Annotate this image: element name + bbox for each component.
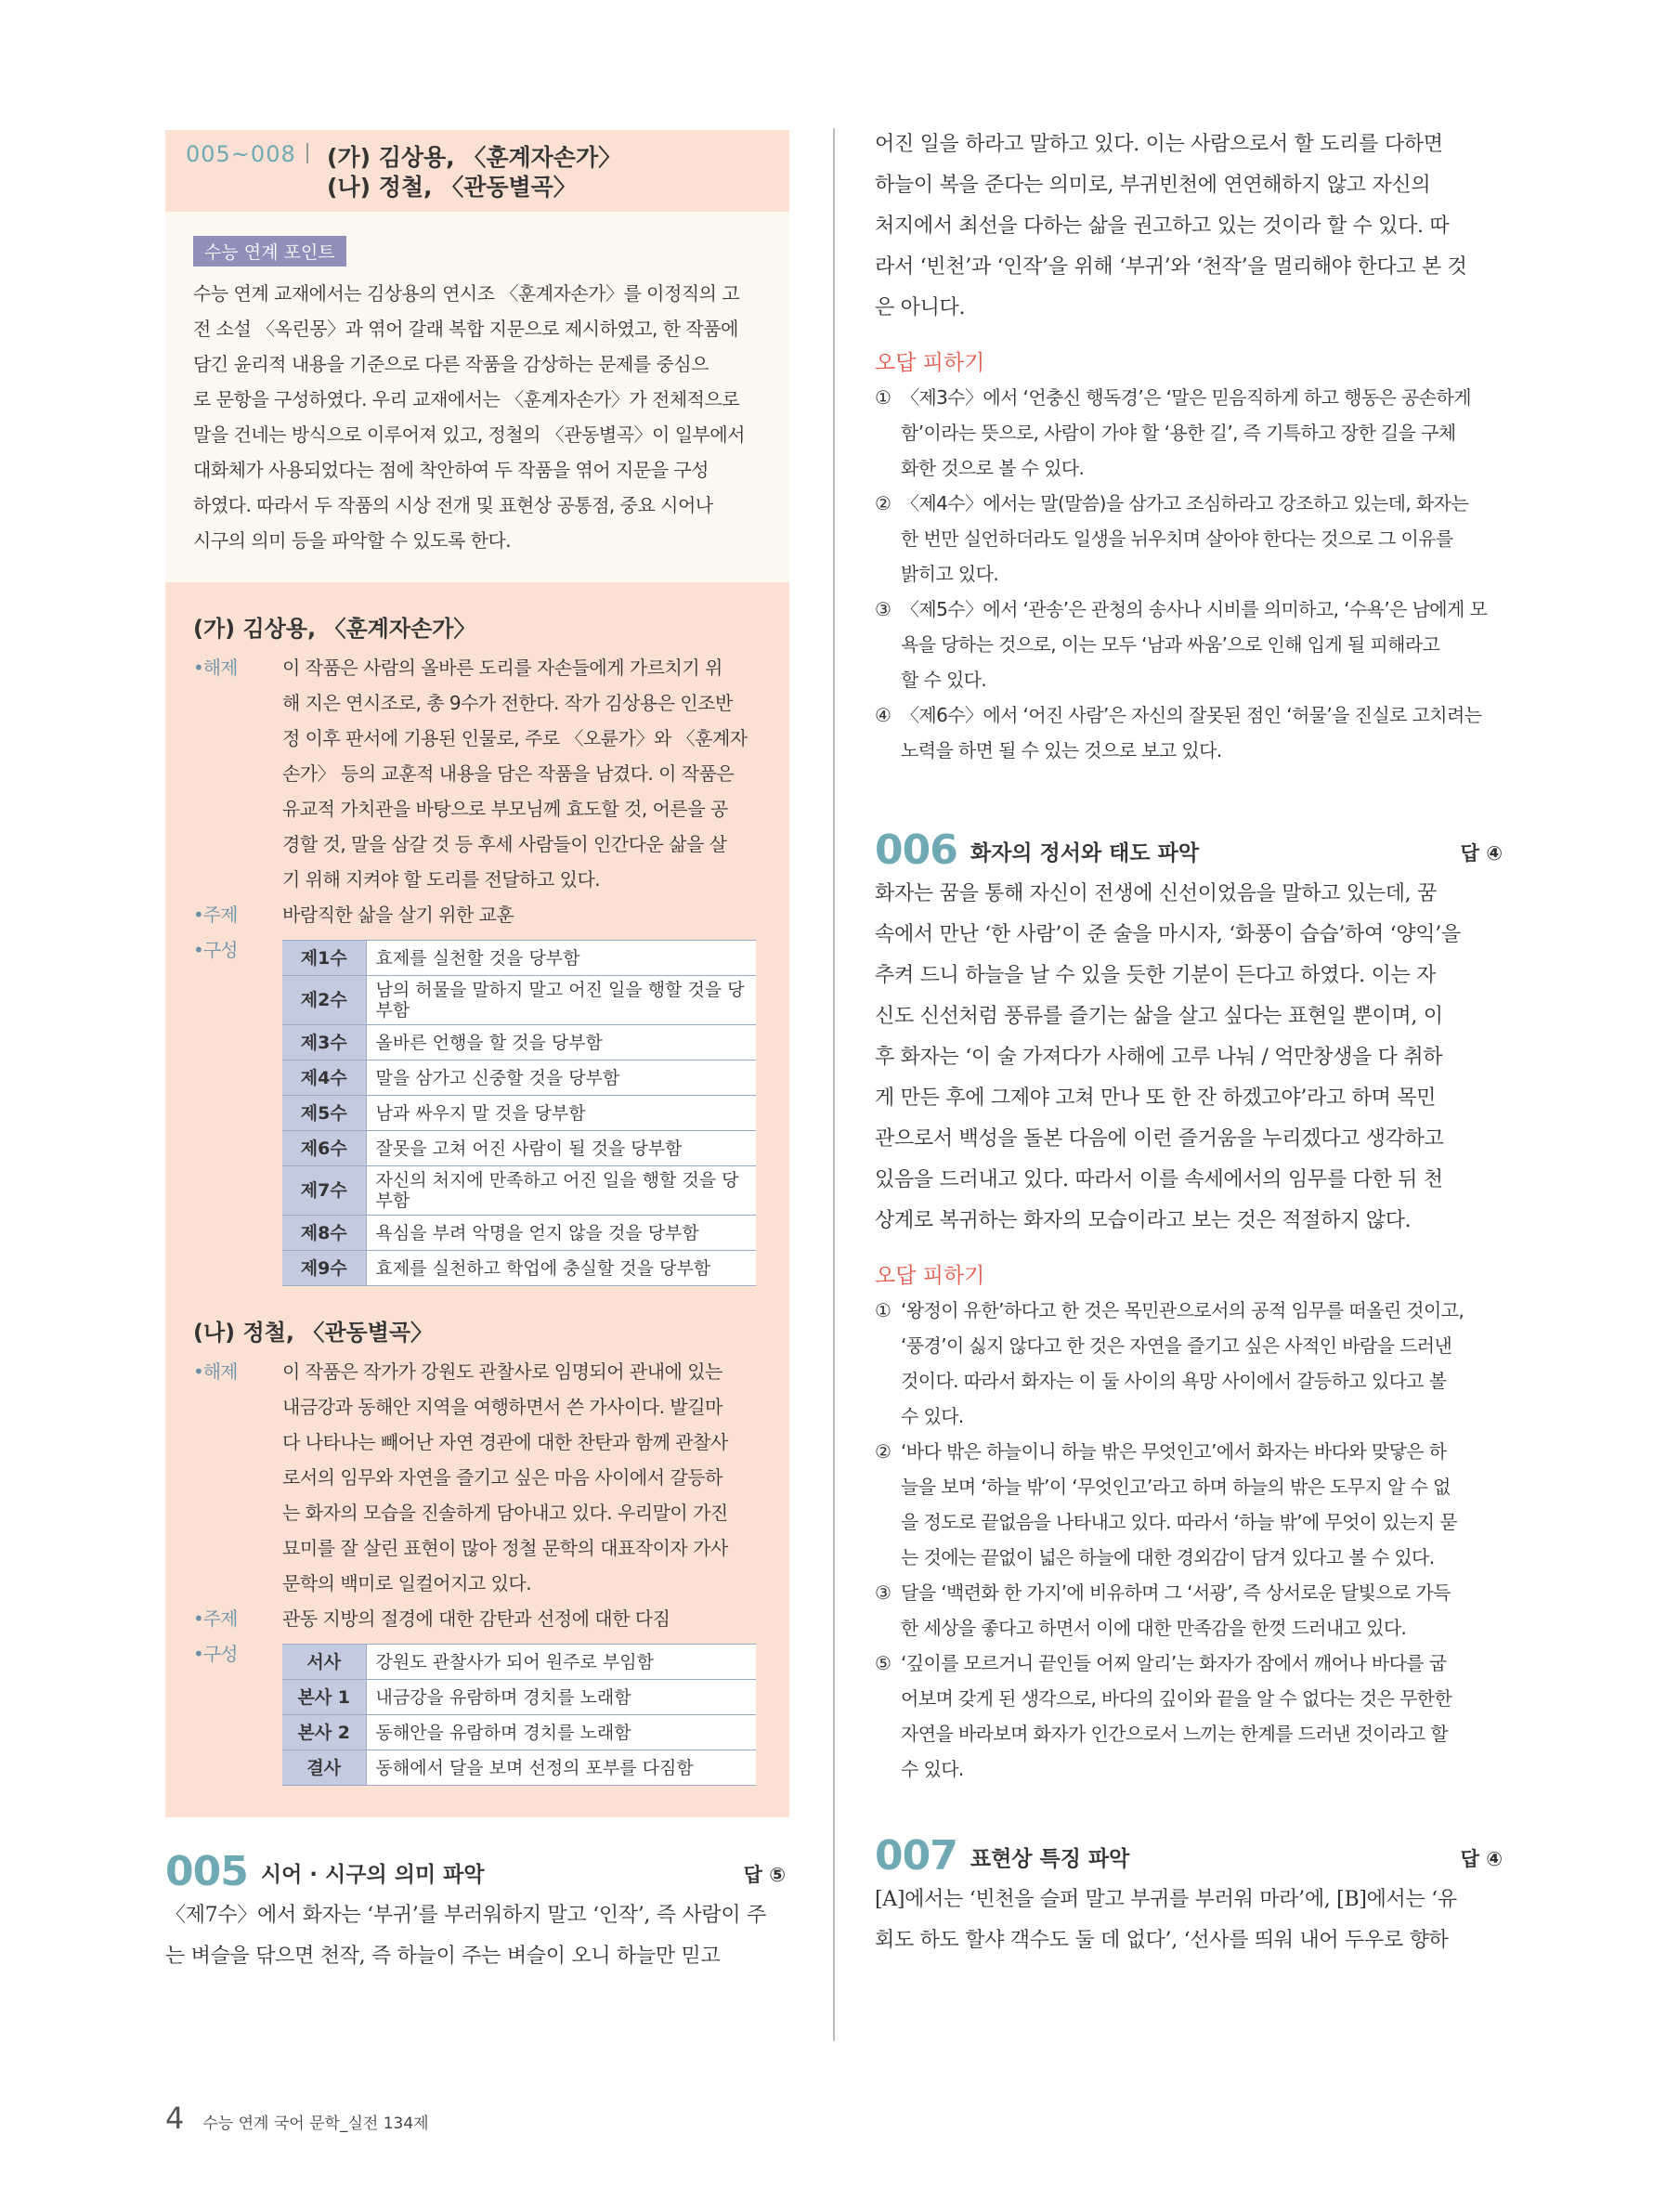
question-006-header <box>875 822 1506 874</box>
list-item: ③ 〈제5수〉에서 ‘관송’은 관청의 송사나 시비를 의미하고, ‘수욕’은 남에게 모 욕을 당하는 것으로, 이는 모두 ‘남과 싸움’으로 인해 입게 될 피해라고 할 수 있다. <box>875 598 1488 691</box>
right-column <box>875 124 1506 1961</box>
table-row: 서사 강원도 관찰사가 되어 원주로 부임함 <box>282 1645 756 1680</box>
table-row: 결사 동해에서 달을 보며 선정의 포부를 다짐함 <box>282 1750 756 1786</box>
question-005-header <box>165 1843 789 1895</box>
table-row: 제9수 효제를 실천하고 학업에 충실할 것을 당부함 <box>282 1251 756 1286</box>
wrong-answer-heading: 오답 피하기 <box>875 351 985 375</box>
work-a-structure-label: •구성 <box>193 939 238 961</box>
question-title: 화자의 정서와 태도 파악 <box>970 841 1200 865</box>
passage-range: 005~008 <box>186 141 296 167</box>
work-b-structure-label: •구성 <box>193 1643 238 1665</box>
table-row: 제1수 효제를 실천할 것을 당부함 <box>282 941 756 976</box>
question-007-header <box>875 1828 1506 1880</box>
list-item: ② 〈제4수〉에서는 말(말씀)을 삼가고 조심하라고 강조하고 있는데, 화자는 한 번만 실언하더라도 일생을 뉘우치며 살아야 한다는 것으로 그 이유를 밝히고 있다. <box>875 492 1469 585</box>
page-number: 4 <box>165 2101 185 2136</box>
question-number: 006 <box>875 826 957 874</box>
table-row: 제3수 올바른 언행을 할 것을 당부함 <box>282 1025 756 1060</box>
header-bar <box>306 143 308 163</box>
question-number: 005 <box>165 1848 248 1895</box>
table-row: 제4수 말을 삼가고 신중할 것을 당부함 <box>282 1060 756 1096</box>
question-answer: 답 ④ <box>1460 842 1503 865</box>
wrong-answer-list <box>875 380 1506 768</box>
table-row: 제2수 남의 허물을 말하지 말고 어진 일을 행할 것을 당부함 <box>282 976 756 1025</box>
work-a-title: (가) 김상용, 〈훈계자손가〉 <box>193 616 476 642</box>
work-b-summary: •해제 이 작품은 작가가 강원도 관찰사로 임명되어 관내에 있는 내금강과 동해안 지역을 여행하면서 쓴 가사이다. 발길마 다 나타나는 빼어난 자연 경관에 대한 찬탄과 함께 관찰사 로서의 임무와 자연을 즐기고 싶은 마음 사이에서 갈등하 는 화자의 모습을 진솔하게 담아내고 있다. 우리말이 가진 묘미를 잘 살린 표현이 많아 정철 문학의 대표작이자 가사 문학의 백미로 일컬어지고 있다. <box>193 1360 728 1594</box>
header-title-a: (가) 김상용, 〈훈계자손가〉 <box>327 144 622 171</box>
passage-header <box>165 130 789 212</box>
table-row: 제8수 욕심을 부려 악명을 얻지 않을 것을 당부함 <box>282 1216 756 1251</box>
work-b-title: (나) 정철, 〈관동별곡〉 <box>193 1320 434 1346</box>
point-tag: 수능 연계 포인트 <box>193 236 346 267</box>
point-text: 수능 연계 교재에서는 김상용의 연시조 〈훈계자손가〉를 이정직의 고 전 소설 〈옥린몽〉과 엮어 갈래 복합 지문으로 제시하였고, 한 작품에 담긴 윤리적 내용을 기준으로 다른 작품을 감상하는 문제를 중심으 로 문항을 구성하였다. 우리 교재에서는 〈훈계자손가〉가 전체적으로 말을 건네는 방식으로 이루어져 있고, 정철의 〈관동별곡〉이 일부에서 대화체가 사용되었다는 점에 착안하여 두 작품을 엮어 지문을 구성 하였다. 따라서 두 작품의 시상 전개 및 표현상 공통점, 중요 시어나 시구의 의미 등을 파악할 수 있도록 한다. <box>193 282 745 552</box>
question-007-body: [A]에서는 ‘빈천을 슬퍼 말고 부귀를 부러워 마라’에, [B]에서는 ‘유 회도 하도 할샤 객수도 둘 데 없다’, ‘선사를 띄워 내어 두우로 향하 <box>875 1888 1457 1952</box>
list-item: ① ‘왕정이 유한’하다고 한 것은 목민관으로서의 공적 임무를 떠올린 것이고, ‘풍경’이 싫지 않다고 한 것은 자연을 즐기고 싶은 사적인 바람을 드러낸 것이다. 따라서 화자는 이 둘 사이의 욕망 사이에서 갈등하고 있다고 볼 수 있다. <box>875 1299 1464 1427</box>
question-005-body: 〈제7수〉에서 화자는 ‘부귀’를 부러워하지 말고 ‘인작’, 즉 사람이 주 는 벼슬을 닦으면 천작, 즉 하늘이 주는 벼슬이 오니 하늘만 믿고 <box>165 1904 766 1968</box>
header-title-b: (나) 정철, 〈관동별곡〉 <box>327 174 577 201</box>
work-box <box>165 582 789 1817</box>
table-row: 제7수 자신의 처지에 만족하고 어진 일을 행할 것을 당부함 <box>282 1166 756 1216</box>
left-column <box>165 130 789 1977</box>
wrong-answer-heading: 오답 피하기 <box>875 1264 985 1288</box>
question-title: 시어 · 시구의 의미 파악 <box>260 1863 485 1887</box>
question-answer: 답 ⑤ <box>743 1864 786 1886</box>
table-row: 제5수 남과 싸우지 말 것을 당부함 <box>282 1096 756 1131</box>
table-row: 본사 2 동해안을 유람하며 경치를 노래함 <box>282 1715 756 1750</box>
book-title: 수능 연계 국어 문학_실전 134제 <box>202 2114 429 2133</box>
question-005-continued: 어진 일을 하라고 말하고 있다. 이는 사람으로서 할 도리를 다하면 하늘이 복을 준다는 의미로, 부귀빈천에 연연해하지 않고 자신의 처지에서 최선을 다하는 삶을 권고하고 있는 것이라 할 수 있다. 따 라서 ‘빈천’과 ‘인작’을 위해 ‘부귀’와 ‘천작’을 멀리해야 한다고 본 것 은 아니다. <box>875 133 1467 319</box>
point-box <box>165 212 789 582</box>
list-item: ④ 〈제6수〉에서 ‘어진 사람’은 자신의 잘못된 점인 ‘허물’을 진실로 고치려는 노력을 하면 될 수 있는 것으로 보고 있다. <box>875 704 1482 761</box>
wrong-answer-list <box>875 1293 1506 1787</box>
work-a-structure-table <box>282 940 756 1286</box>
question-006-body: 화자는 꿈을 통해 자신이 전생에 신선이었음을 말하고 있는데, 꿈 속에서 만난 ‘한 사람’이 준 술을 마시자, ‘화풍이 습습’하여 ‘양익’을 추켜 드니 하늘을 날 수 있을 듯한 기분이 든다고 하였다. 이는 자 신도 신선처럼 풍류를 즐기는 삶을 살고 싶다는 표현일 뿐이며, 이 후 화자는 ‘이 술 가져다가 사해에 고루 나눠 / 억만창생을 다 취하 게 만든 후에 그제야 고쳐 만나 또 한 잔 하겠고야’라고 하며 목민 관으로서 백성을 돌본 다음에 이런 즐거움을 누리겠다고 생각하고 있음을 드러내고 있다. 따라서 이를 속세에서의 임무를 다한 뒤 천 상계로 복귀하는 화자의 모습이라고 보는 것은 적절하지 않다. <box>875 882 1461 1232</box>
question-answer: 답 ④ <box>1460 1848 1503 1870</box>
list-item: ⑤ ‘깊이를 모르거니 끝인들 어찌 알리’는 화자가 잠에서 깨어나 바다를 굽 어보며 갖게 된 생각으로, 바다의 깊이와 끝을 알 수 없다는 것은 무한한 자연을 바라보며 화자가 인간으로서 느끼는 한계를 드러낸 것이라고 할 수 있다. <box>875 1652 1452 1780</box>
work-b-theme: •주제 관동 지방의 절경에 대한 감탄과 선정에 대한 다짐 <box>193 1607 670 1630</box>
work-b-structure-table <box>282 1644 756 1786</box>
page-footer <box>165 2101 429 2136</box>
table-row: 본사 1 내금강을 유람하며 경치를 노래함 <box>282 1680 756 1715</box>
column-divider <box>833 128 835 2041</box>
work-a-summary: •해제 이 작품은 사람의 올바른 도리를 자손들에게 가르치기 위 해 지은 연시조로, 총 9수가 전한다. 작가 김상용은 인조반 정 이후 판서에 기용된 인물로, 주로 〈오륜가〉와 〈훈계자 손가〉 등의 교훈적 내용을 담은 작품을 남겼다. 이 작품은 유교적 가치관을 바탕으로 부모님께 효도할 것, 어른을 공 경할 것, 말을 삼갈 것 등 후세 사람들이 인간다운 삶을 살 기 위해 지켜야 할 도리를 전달하고 있다. <box>193 657 748 891</box>
question-title: 표현상 특징 파악 <box>970 1847 1130 1871</box>
work-a-theme: •주제 바람직한 삶을 살기 위한 교훈 <box>193 904 514 926</box>
table-row: 제6수 잘못을 고쳐 어진 사람이 될 것을 당부함 <box>282 1131 756 1166</box>
list-item: ③ 달을 ‘백련화 한 가지’에 비유하며 그 ‘서광’, 즉 상서로운 달빛으로 가득 한 세상을 좋다고 하면서 이에 대한 만족감을 한껏 드러내고 있다. <box>875 1581 1451 1639</box>
list-item: ② ‘바다 밖은 하늘이니 하늘 밖은 무엇인고’에서 화자는 바다와 맞닿은 하 늘을 보며 ‘하늘 밖’이 ‘무엇인고’라고 하며 하늘의 밖은 도무지 알 수 없 을 정도로 끝없음을 나타내고 있다. 따라서 ‘하늘 밖’에 무엇이 있는지 묻 는 것에는 끝없이 넓은 하늘에 대한 경외감이 담겨 있다고 볼 수 있다. <box>875 1440 1458 1568</box>
question-number: 007 <box>875 1832 957 1880</box>
list-item: ① 〈제3수〉에서 ‘언충신 행독경’은 ‘말은 믿음직하게 하고 행동은 공손하게 함’이라는 뜻으로, 사람이 가야 할 ‘용한 길’, 즉 기특하고 장한 길을 구체 화한 것으로 볼 수 있다. <box>875 386 1471 479</box>
